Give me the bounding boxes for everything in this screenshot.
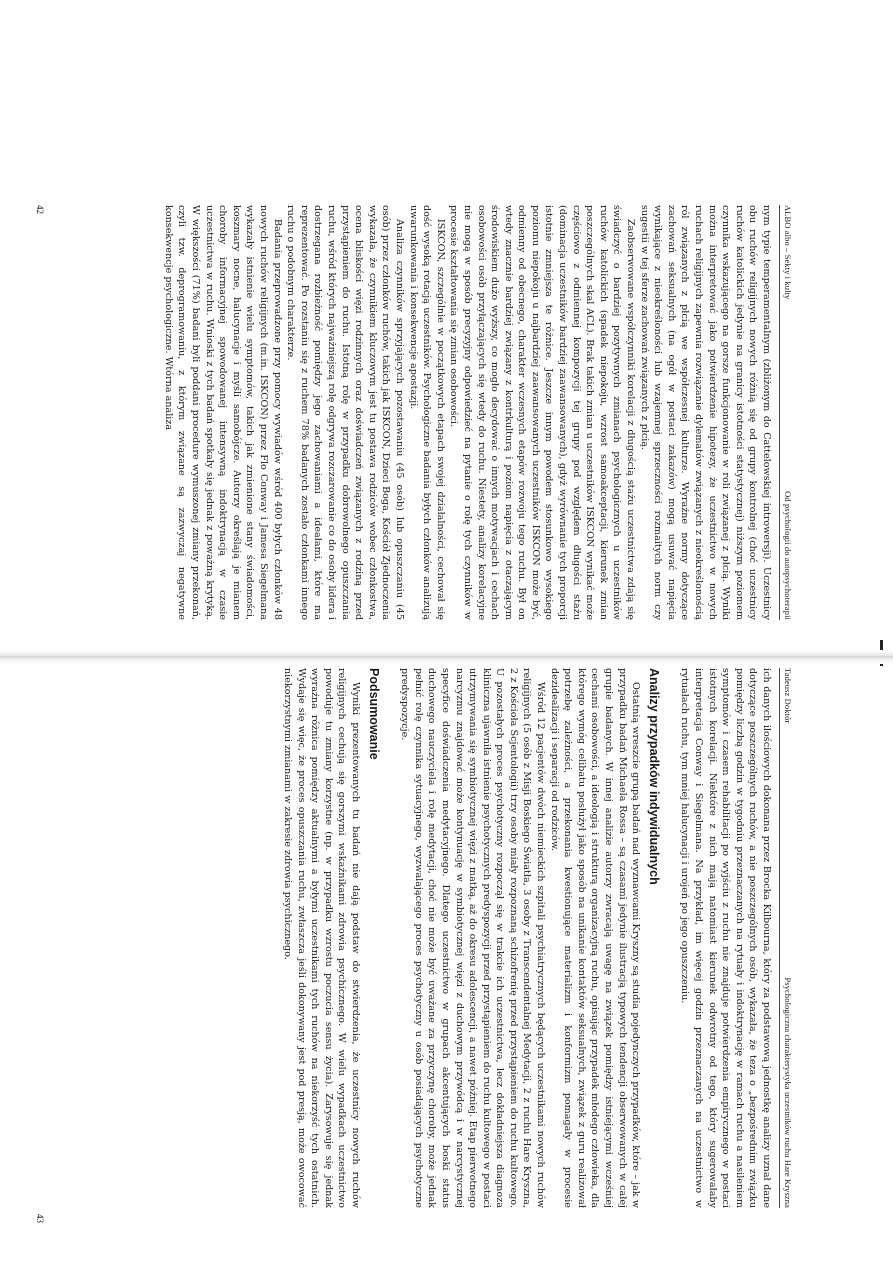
- paragraph: ich danych ilościowych dokonana przez Brocka Kilbourna, który za podstawową jednostkę analizy uznał dane dotyczące poszczególnych ruchów, a nie poszczególnych osób, wykazała, że teza o „bezpośrednim związku pomiędzy liczbą godzin w tygodniu przeznaczanych na rytuały i indoktrynację w ramach ruchu a nasileniem symptomów i czasem rehabilitacji po wyjściu z ruchu nie znajduje potwierdzenia empirycznego w postaci istotnych korelacji. Niektóre z nich mają natomiast kierunek odwrotny od tego, który sugerowałaby interpretacja Conway i Siegelmana. Na przykład, im więcej godzin przeznaczanych na uczestnictwo w rytuałach ruchu, tym mniej halucynacji i urojeń po jego opuszczeniu.: [679, 668, 772, 1208]
- right-page: [0, 648, 893, 1263]
- running-header: [779, 205, 793, 620]
- paragraph: Wyniki prezentowanych tu badań nie dają podstaw do stwierdzenia, że uczestnicy nowych ruchów religijnych cechują się gorszymi wskaźnikami zdrowia psychicznego. W wielu wypadkach uczestnictwo powoduje tu zmiany korzystne (np. w przypadku wzrostu poczucia sensu życia). Zarysowuje się jednak wyraźna różnica pomiędzy aktualnymi a byłymi uczestnikami tych ruchów na niekorzyść tych ostatnich. Wydaje się więc, że proces opuszczania ruchu, zwłaszcza jeśli dokonywany jest pod presją, może owocować niekorzystnymi zmianami w zakresie zdrowia psychicznego.: [282, 668, 361, 1208]
- paragraph: ISKCON, szczególnie w początkowych etapach swojej działalności, cechował się dość wysoką rotacją uczestników. Psychologiczne badania byłych członków analizują uwarunkowania i konsekwencje apostazji.: [407, 205, 446, 620]
- body-text: [280, 668, 773, 1208]
- paragraph: Analiza czynników sprzyjających pozostawaniu (45 osób) lub opuszczaniu (45 osób) przez członków ruchów, takich jak ISKCON, Dzieci Boga, Kościół Zjednoczenia wykazała, że czynnikiem kluczowym jest tu postawa rodziców wobec członkostwa, ocena bliskości więzi rodzinnych oraz doświadczeń związanych z rodziną przed przystąpieniem do ruchu. Istotną rolę w przypadku dobrowolnego opuszczania ruchu, wśród których najważniejszą rolę odgrywa rozczarowanie co do osoby lidera i dostrzegana rozbieżność pomiędzy jego zachowaniami a ideałami, które ma reprezentować. Po rozstaniu się z ruchem 78% badanych zostało członkami innego ruchu o podobnym charakterze.: [285, 205, 405, 620]
- page-number: 43: [35, 1214, 45, 1223]
- header-left-text: Tadeusz Doktór: [783, 668, 793, 724]
- paragraph: nym typie temperamentalnym (zbliżonym do Cattelowskiej introwersji). Uczestnicy obu ruchów religijnych nowych różnią się od grupy kontrolnej (choć uczestnicy ruchów katolickich jedynie na granicy istotności statystycznej) niższym poziomem czynnika wskazującego na gorsze funkcjonowanie w roli związanej z płcią. Wyniki można interpretować jako potwierdzenie hipotezy, że uczestnictwo w nowych ruchach religijnych zapewnia rozwiązanie dylematów związanych z nieokreślonością ról związanych z płcią we współczesnej kulturze. Wyraźne normy dotyczące zachowań seksualnych (na ogół w postaci zakazów) mogą usuwać napięcia wynikające z nieokreśloności lub wzajemnej sprzeczności rozmaitych norm czy sugestii w tej sferze zachowań związanych z płcią.: [638, 205, 772, 620]
- paragraph: Ostatnią wreszcie grupą badań nad wyznawcami Kryszny są studia pojedynczych przypadków, które – jak w przypadku badań Michaela Rossa – są czasami jedynie ilustracją typowych tendencji obserwowanych w całej grupie badanych. W innej analizie autorzy zwracają uwagę na związek pomiędzy istniejącymi wcześniej cechami osobowości, a ideologią i strukturą organizacyjną ruchu, opisując przypadek młodego człowieka, dla którego wymóg celibatu posłużył jako sposób na unikanie kontaktów seksualnych, związek z guru realizował potrzebę zależności, a przekonania kwestionujące materializm i konformizm pomagały w procesie dezidealizacji i separacji od rodziców.: [548, 668, 642, 1208]
- running-header: [779, 668, 793, 1208]
- header-right-text: Psychologiczna charakterystyka uczestników ruchu Hare Kryszna: [783, 977, 793, 1208]
- section-heading: Podsumowanie: [366, 668, 381, 760]
- header-left-text: ALBO albo – Sekty i kulty: [783, 205, 793, 300]
- paragraph: Zaobserwowane współczynniki korelacji z długością stażu uczestnictwa zdają się świadczyć o bardziej pozytywnych zmianach psychologicznych u uczestników ruchów katolickich (spadek niepokoju, wzrost samoakceptacji, kierunek zmian poszczególnych skal ACL). Brak takich zmian u uczestników ISKCON wynikać może częściowo z odmiennej kompozycji tej grupy pod względem długości stażu (dominacja uczestników bardziej zaawansowanych), gdyż wyrównanie tych proporcji istotnie zmniejsza te różnice. Jeszcze innym powodem stosunkowo wysokiego poziomu niepokoju u najbardziej zaawansowanych uczestników ISKCON może być, odmienny od obecnego, charakter wczesnych etapów rozwoju tego ruchu. Był on wtedy znacznie bardziej związany z kontrkulturą i poziom napięcia z otaczającym środowiskiem dużo wyższy, co mogło decydować o innych motywacjach i cechach osobowości osób przyłączających się wtedy do ruchu. Niestety, analizy korelacyjne nie mogą w sposób precyzyjny odpowiedzieć na pytanie o rolę tych czynników w procesie kształtowania się zmian osobowości.: [448, 205, 637, 620]
- paragraph: Badania przeprowadzone przy pomocy wywiadów wśród 400 byłych członków 48 nowych ruchów religijnych (m.in. ISKCON) przez Flo Conway i Jamesa Siegelmana wykazały istnienie wielu symptomów, takich jak zmienione stany świadomości, koszmary nocne, halucynacje i myśli samobójcze. Autorzy określają je mianem choroby informacyjnej spowodowanej intensywną indoktrynacją w czasie uczestnictwa w ruchu. Wnioski z tych badań spotkały się jednak z poważną krytyką. W większości (71%) badani byli poddani procedure wymuszonej zmiany przekonań, czyli tzw. deprogramowaniu, z którym związane są zazwyczaj negatywne konsekwencje psychologiczne. Wtórna analiza: [162, 205, 283, 620]
- body-text: [161, 205, 773, 620]
- header-right-text: Od psychologii do autopsychoterapii: [783, 491, 793, 620]
- page-number: 42: [35, 205, 45, 214]
- paragraph: Wśród 12 pacjentów dwóch niemieckich szpitali psychiatrycznych będących uczestnikami nowych ruchów religijnych (5 osób z Misji Boskiego Światła, 3 osoby z Transcendentalnej Medytacji, 2 z ruchu Hare Kryszna, 2 z Kościoła Scjentologii) trzy osoby miały rozpoznaną schizofrenię przed przystąpieniem do ruchu kultowego. U pozostałych proces psychotyczny rozpoczął się w trakcie ich uczestnictwa, lecz dokładniejsza diagnoza kliniczna ujawniła istnienie psychotycznych predyspozycji przed przystąpieniem do ruchu kultowego w postaci utrzymywania się symbiotycznej więzi z matką, aż do okresu adolescencji, a nawet później. Etap pierwotnego narcyzmu znajdować może kontynuację w symbiotycznej więzi z duchowym przywódcą i w narcystycznej specyfice doświadczenia medytacyjnego. Dlatego uczestnictwo w grupach akcentujących boski status duchowego nauczyciela i rolę medytacji, choć nie może być uważane za przyczynę choroby, może jednak pełnić rolę czynnika sytuacyjnego, wyzwalającego proces psychotyczny u osób posiadających psychotyczne predyspozycje.: [399, 668, 547, 1208]
- section-heading: Analizy przypadków indywidualnych: [646, 668, 661, 885]
